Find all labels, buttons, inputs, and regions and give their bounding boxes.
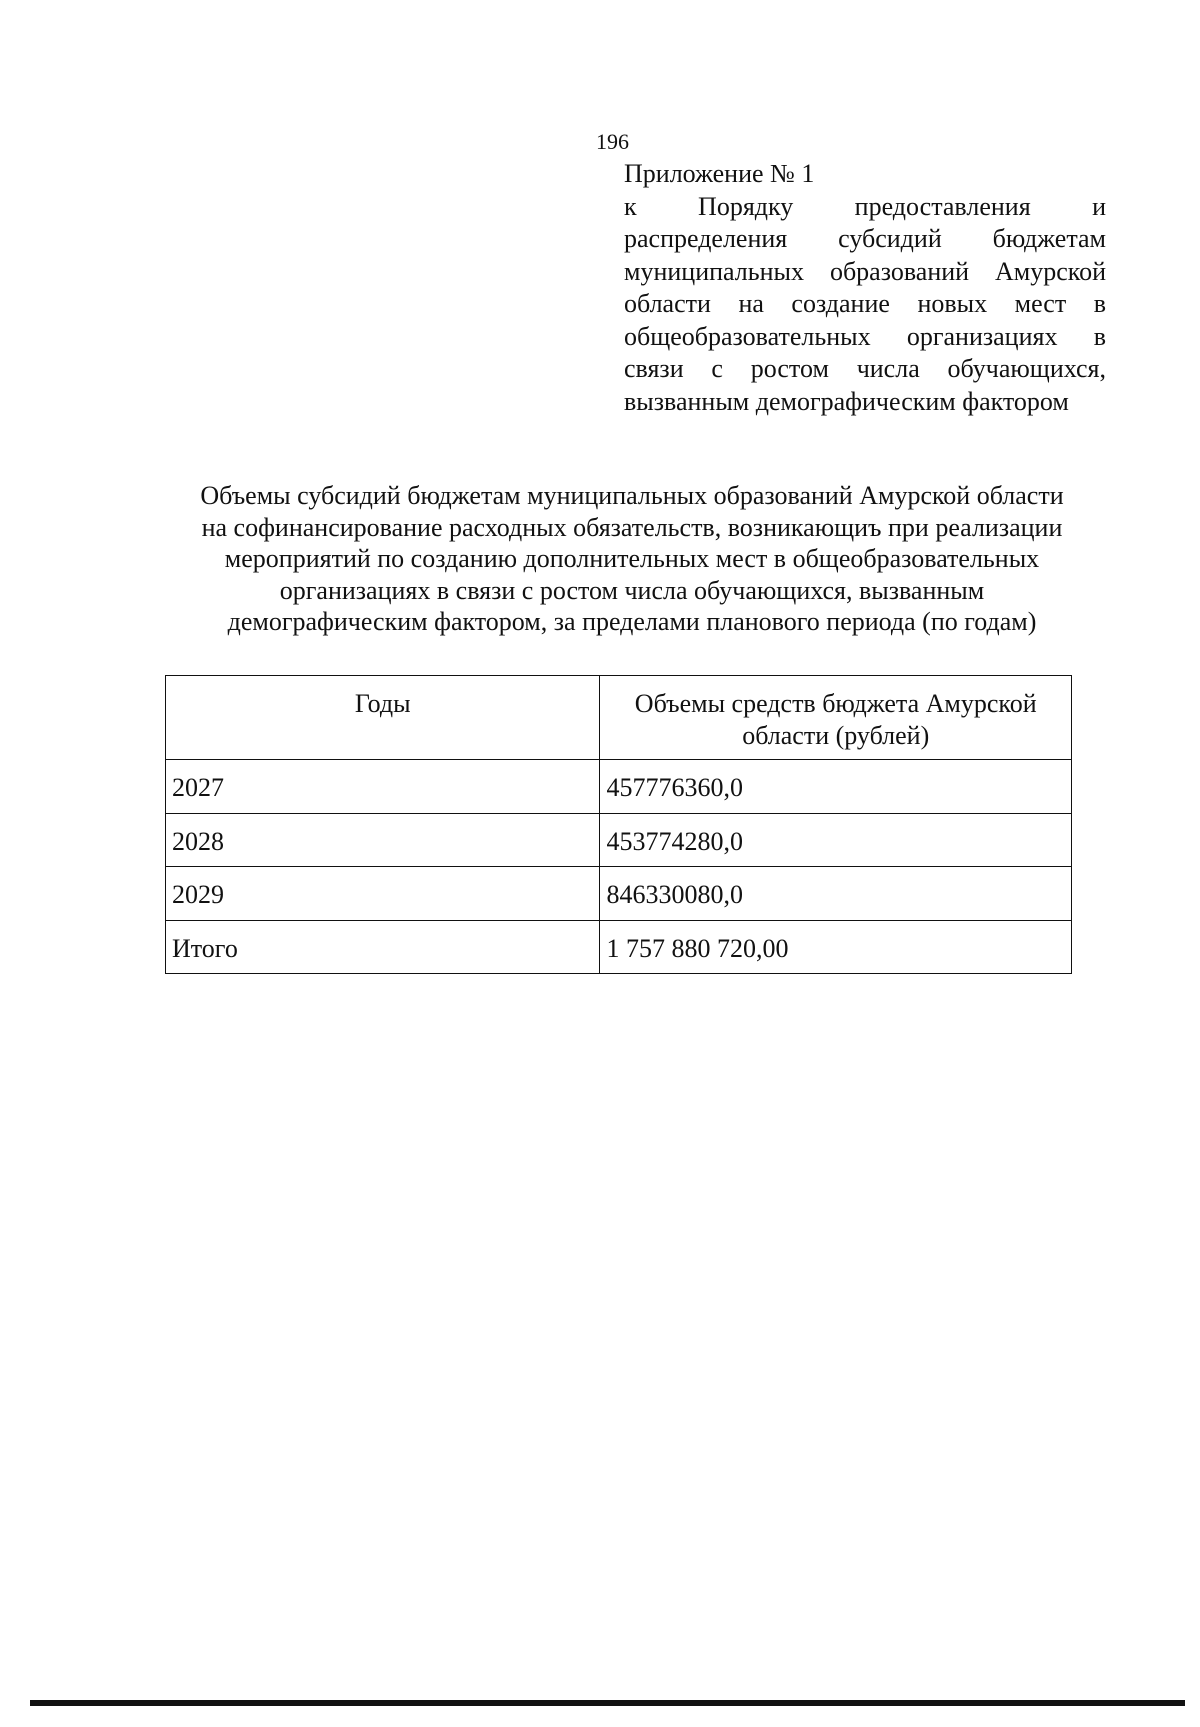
header-years: Годы [166, 676, 600, 760]
heading-line: на софинансирование расходных обязательств, возникающиъ при реализации [201, 512, 1063, 542]
table-row [166, 813, 1072, 867]
table-row [166, 867, 1072, 921]
cell-year: 2029 [166, 867, 600, 921]
appendix-block [624, 158, 1106, 418]
heading-line: Объемы субсидий бюджетам муниципальных образований Амурской области [200, 481, 1064, 510]
bottom-scan-border [30, 1700, 1185, 1706]
cell-total-amount: 1 757 880 720,00 [600, 920, 1072, 974]
header-budget-volume: Объемы средств бюджета Амурской области (рублей) [600, 676, 1072, 760]
heading-line: мероприятий по созданию дополнительных мест в общеобразовательных [224, 544, 1040, 574]
cell-amount: 453774280,0 [600, 813, 1072, 867]
table-header-row [166, 676, 1072, 760]
table-row-total [166, 920, 1072, 974]
subsidy-table-container [165, 675, 1072, 974]
heading-line: организациях в связи с ростом числа обучающихся, вызванным [279, 575, 985, 605]
heading-line: демографическим фактором, за пределами планового периода (по годам) [227, 607, 1037, 637]
appendix-title: Приложение № 1 [624, 159, 815, 188]
page-number: 196 [596, 129, 629, 154]
table-row [166, 760, 1072, 814]
subsidy-table [165, 675, 1072, 974]
cell-total-label: Итого [166, 920, 600, 974]
cell-year: 2028 [166, 813, 600, 867]
cell-amount: 457776360,0 [600, 760, 1072, 814]
cell-amount: 846330080,0 [600, 867, 1072, 921]
cell-year: 2027 [166, 760, 600, 814]
document-heading [150, 480, 1114, 638]
appendix-text: к Порядку предоставления и распределения субсидий бюджетам муниципальных образований Амурской области на создание новых мест в общеобразовательных организациях в связи с ростом числа обучающихся, вызванным демографическим фактором [624, 191, 1106, 416]
